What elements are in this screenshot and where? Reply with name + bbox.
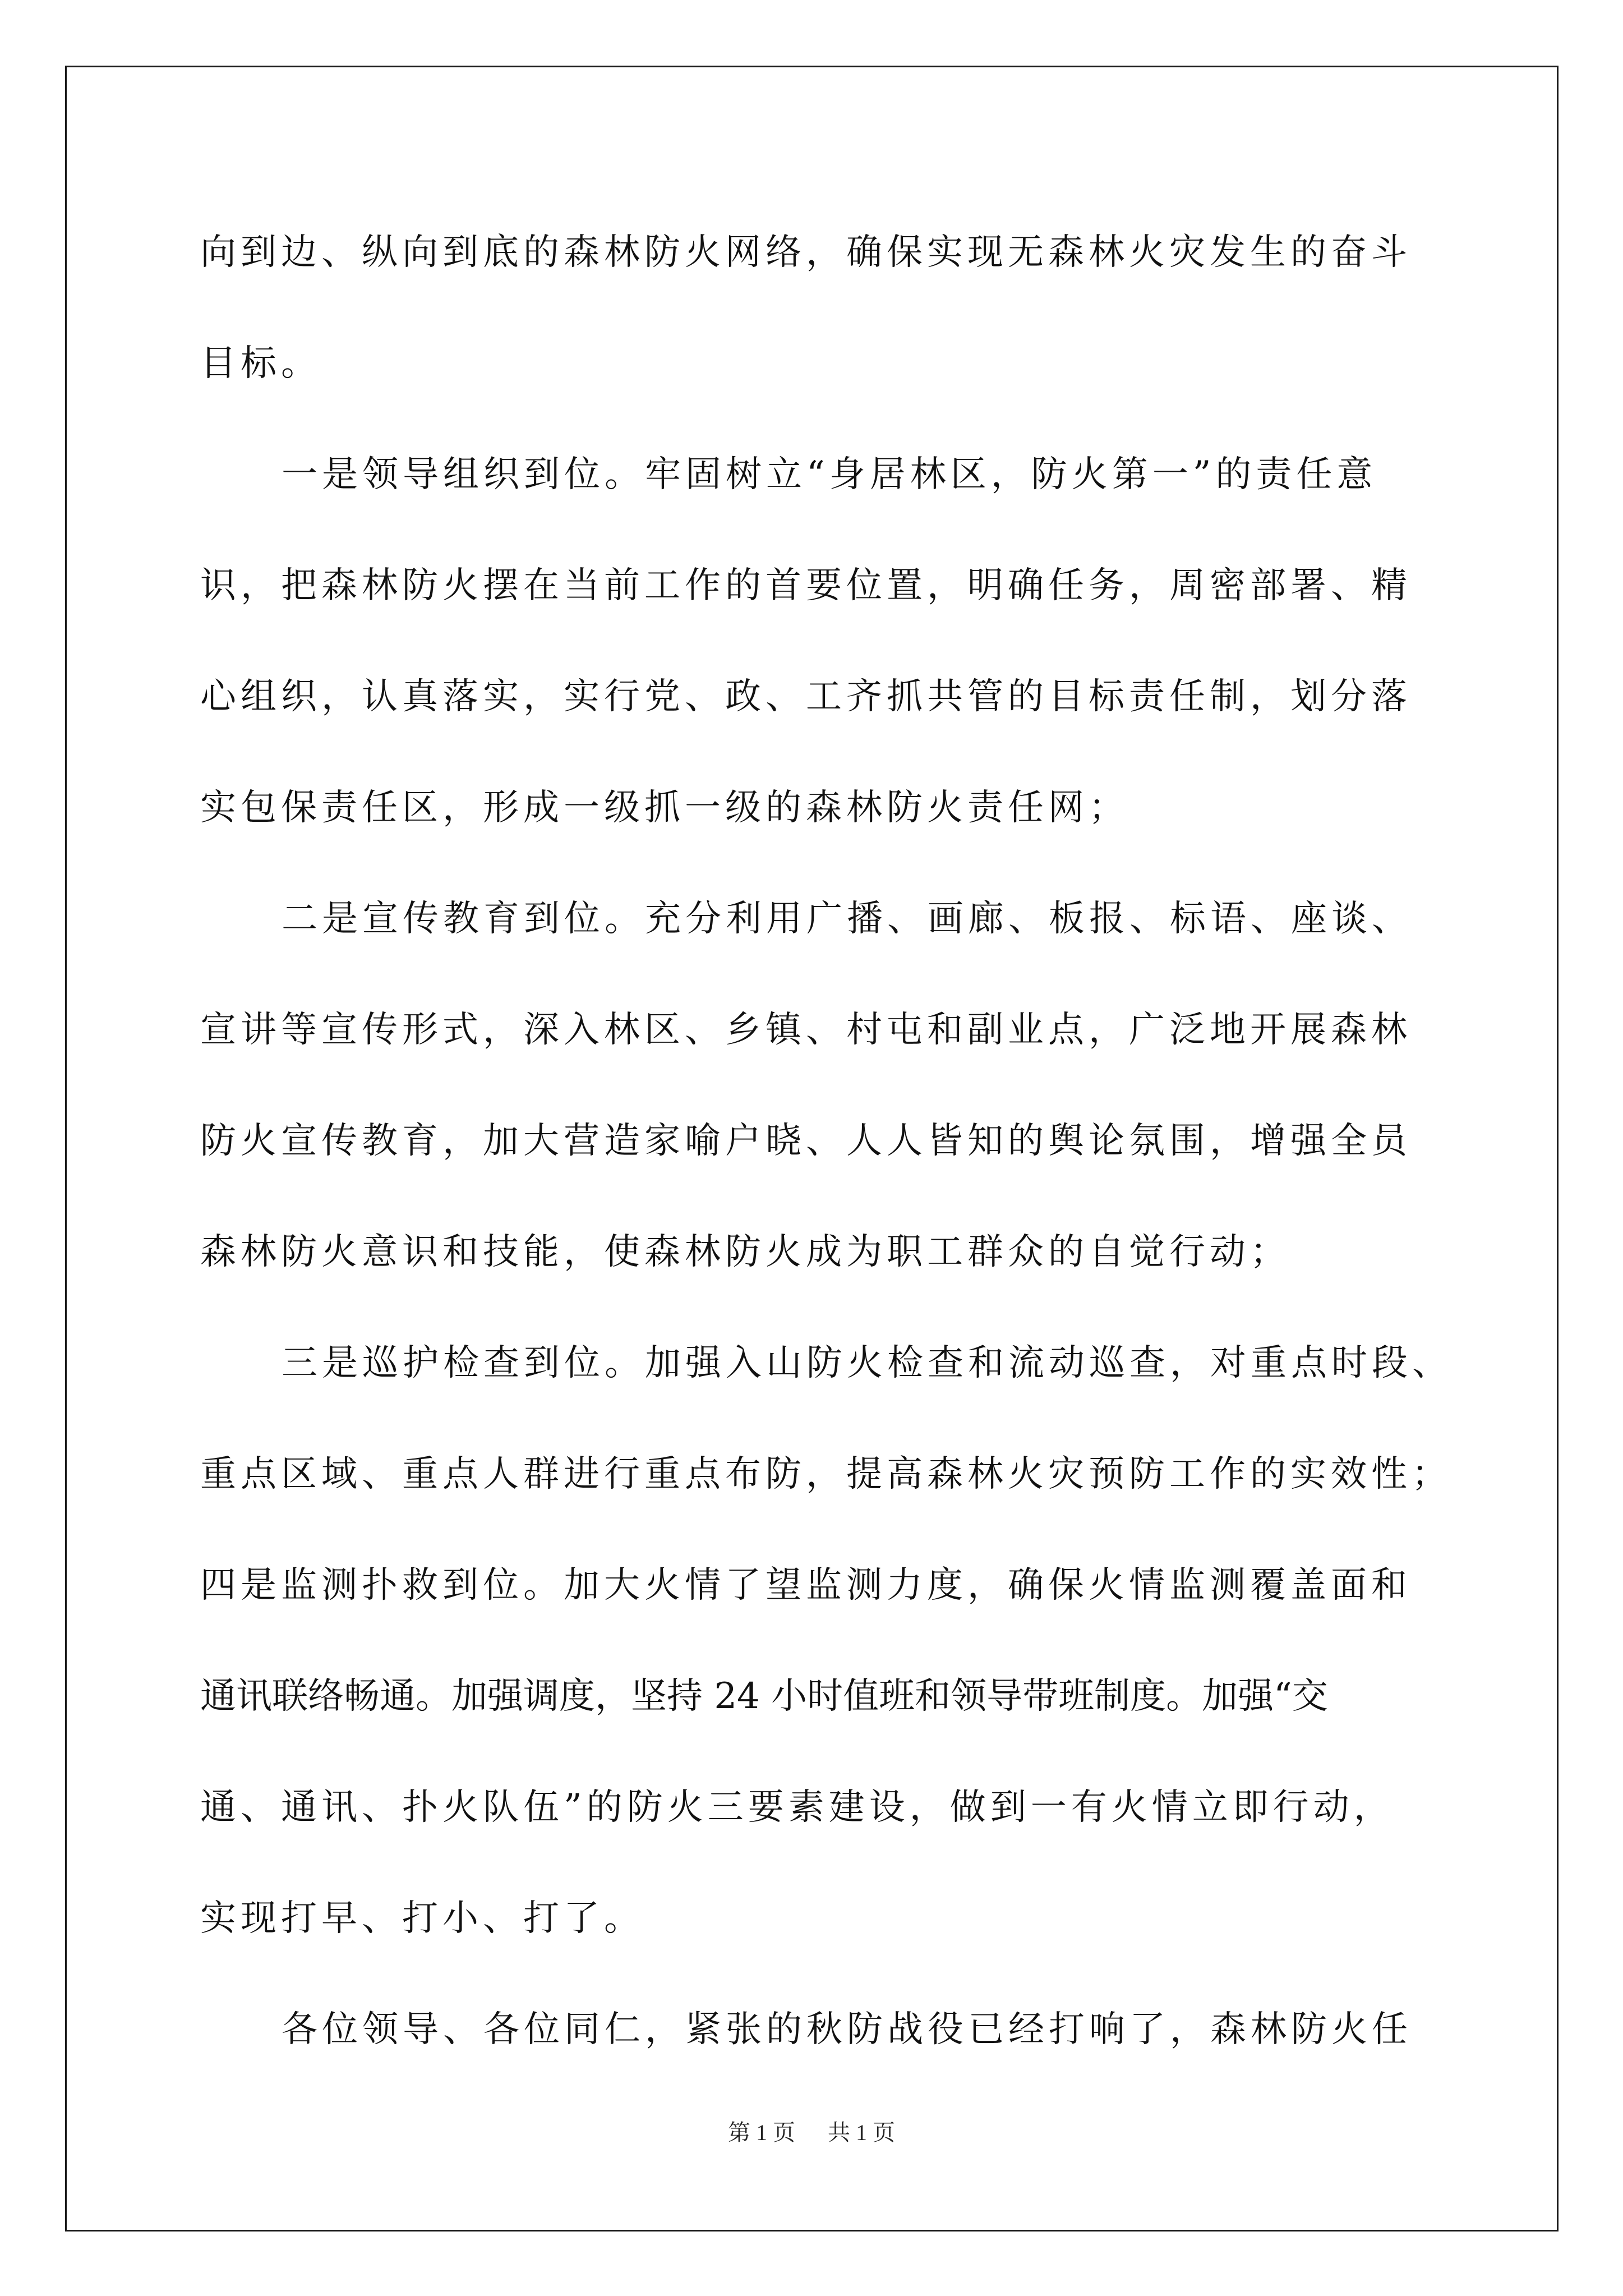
text-line: 心组织，认真落实，实行党、政、工齐抓共管的目标责任制，划分落 [200,676,1412,717]
text-line: 重点区域、重点人群进行重点布防，提高森林火灾预防工作的实效性； [200,1453,1452,1495]
paragraph-start-line: 二是宣传教育到位。充分利用广播、画廊、板报、标语、座谈、 [282,898,1412,940]
page-footer [0,2115,1623,2147]
text-line: 通讯联络畅通。加强调度，坚持 24 小时值班和领导带班制度。加强“交 [200,1676,1328,1717]
text-line: 实包保责任区，形成一级抓一级的森林防火责任网； [200,787,1129,829]
text-line: 四是监测扑救到位。加大火情了望监测力度，确保火情监测覆盖面和 [200,1565,1412,1606]
text-line: 识，把森林防火摆在当前工作的首要位置，明确任务，周密部署、精 [200,565,1412,606]
text-line: 目标。 [200,343,321,384]
text-line: 实现打早、打小、打了。 [200,1898,644,1939]
text-line: 向到边、纵向到底的森林防火网络，确保实现无森林火灾发生的奋斗 [200,232,1412,273]
document-body [200,210,1453,2099]
page-total: 共 1 页 [828,2120,895,2145]
paragraph-start-line: 一是领导组织到位。牢固树立“身居林区，防火第一”的责任意 [282,454,1377,495]
page-number: 第 1 页 [728,2120,795,2145]
text-line: 宣讲等宣传形式，深入林区、乡镇、村屯和副业点，广泛地开展森林 [200,1009,1412,1051]
text-line: 森林防火意识和技能，使森林防火成为职工群众的自觉行动； [200,1231,1290,1273]
paragraph-start-line: 各位领导、各位同仁，紧张的秋防战役已经打响了，森林防火任 [282,2009,1412,2050]
paragraph-start-line: 三是巡护检查到位。加强入山防火检查和流动巡查，对重点时段、 [282,1342,1453,1384]
text-line: 防火宣传教育，加大营造家喻户晓、人人皆知的舆论氛围，增强全员 [200,1120,1412,1162]
text-line: 通、通讯、扑火队伍”的防火三要素建设，做到一有火情立即行动， [200,1787,1394,1828]
